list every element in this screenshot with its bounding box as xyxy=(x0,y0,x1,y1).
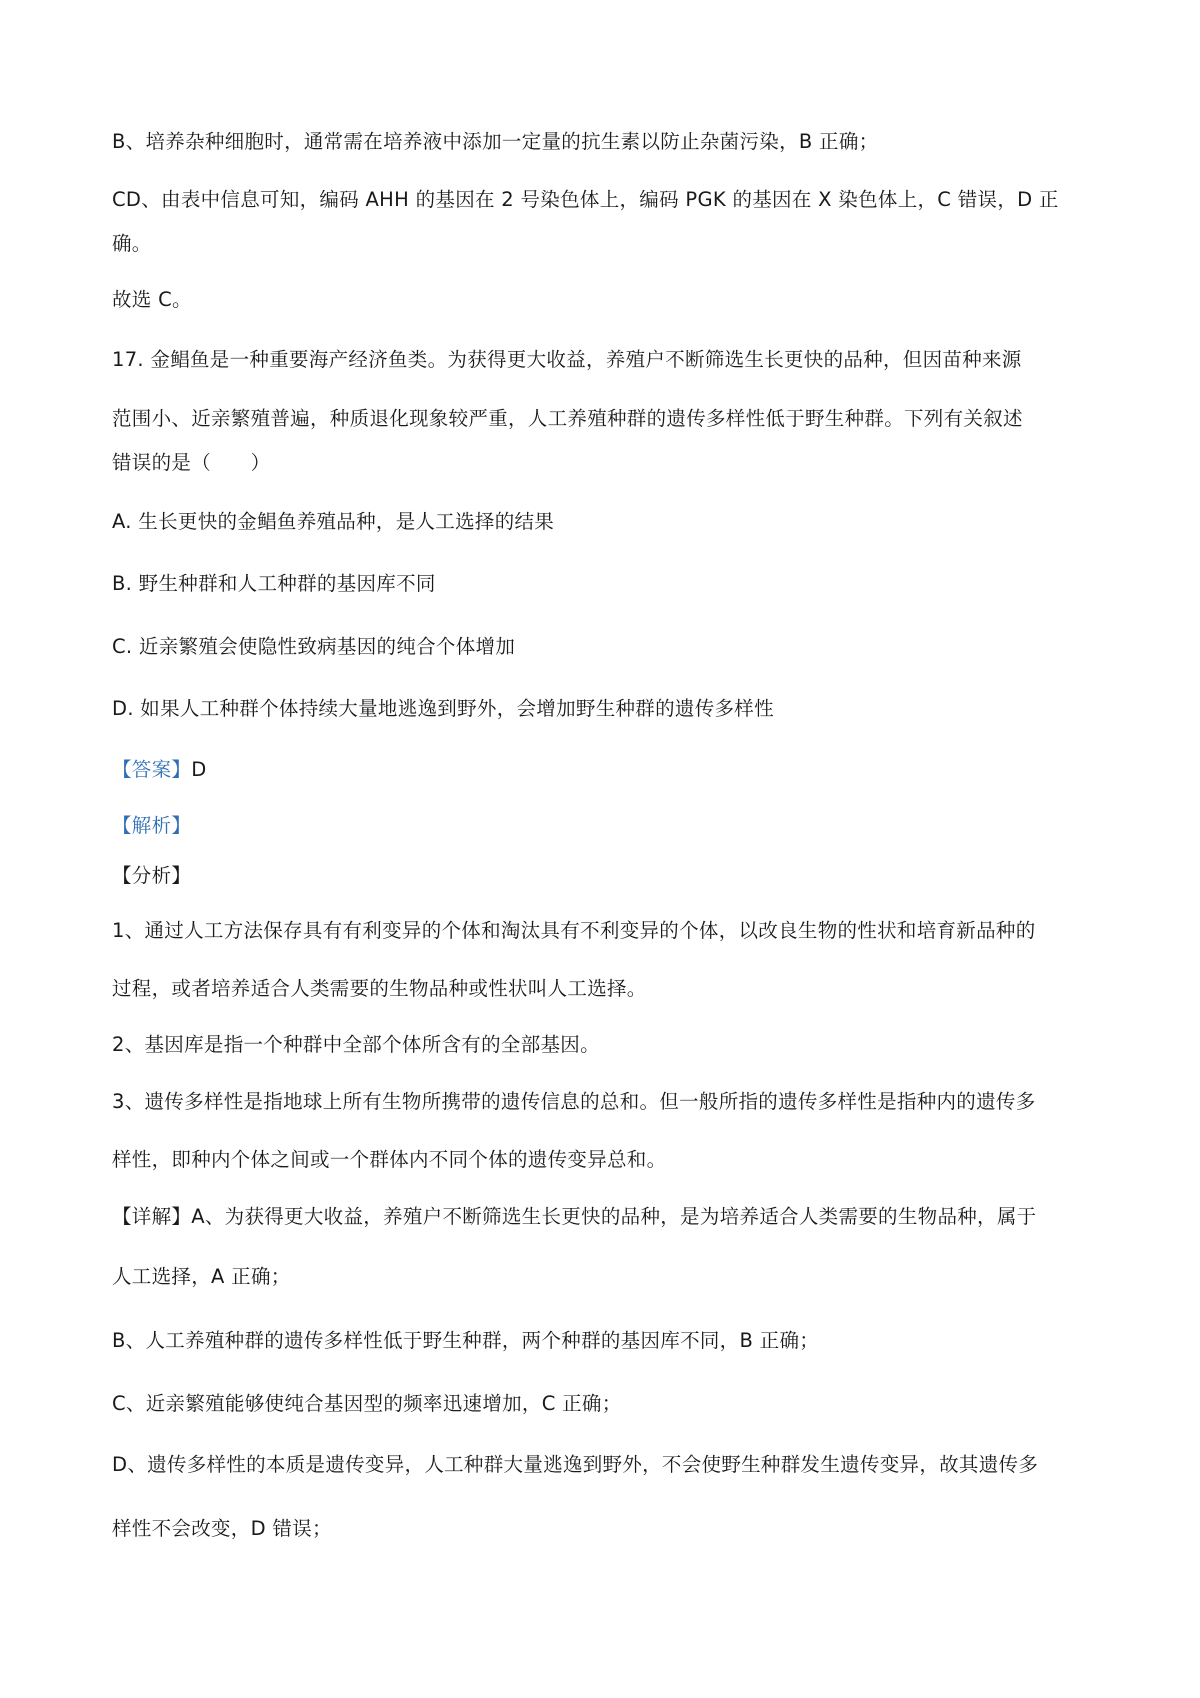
analysis-point1-line2: 过程，或者培养适合人类需要的生物品种或性状叫人工选择。 xyxy=(112,977,647,1000)
option-a: A. 生长更快的金鲳鱼养殖品种，是人工选择的结果 xyxy=(112,510,555,533)
option-d: D. 如果人工种群个体持续大量地逃逸到野外，会增加野生种群的遗传多样性 xyxy=(112,697,774,720)
option-b: B. 野生种群和人工种群的基因库不同 xyxy=(112,572,436,595)
question-stem-line1: 17. 金鲳鱼是一种重要海产经济鱼类。为获得更大收益，养殖户不断筛选生长更快的品种，但因苗种来源 xyxy=(112,348,1022,371)
option-c: C. 近亲繁殖会使隐性致病基因的纯合个体增加 xyxy=(112,635,516,658)
answer-line xyxy=(112,756,1102,784)
detail-d-line2: 样性不会改变，D 错误； xyxy=(112,1517,332,1540)
answer-value: D xyxy=(191,758,207,781)
prev-solution-b: B、培养杂种细胞时，通常需在培养液中添加一定量的抗生素以防止杂菌污染，B 正确； xyxy=(112,130,879,153)
detail-b: B、人工养殖种群的遗传多样性低于野生种群，两个种群的基因库不同，B 正确； xyxy=(112,1329,820,1352)
detail-d-line1: D、遗传多样性的本质是遗传变异，人工种群大量逃逸到野外，不会使野生种群发生遗传变异，故其遗传多 xyxy=(112,1453,1039,1476)
prev-solution-conclusion: 故选 C。 xyxy=(112,288,192,311)
analysis-label: 【解析】 xyxy=(112,814,192,837)
prev-solution-cd-line2: 确。 xyxy=(112,232,152,255)
analysis-point3-line1: 3、遗传多样性是指地球上所有生物所携带的遗传信息的总和。但一般所指的遗传多样性是指种内的遗传多 xyxy=(112,1090,1036,1113)
analysis-point1-line1: 1、通过人工方法保存具有有利变异的个体和淘汰具有不利变异的个体，以改良生物的性状和培育新品种的 xyxy=(112,919,1036,942)
analysis-sub-label: 【分析】 xyxy=(112,864,192,887)
question-stem-line3: 错误的是（ ） xyxy=(112,451,271,474)
prev-solution-cd-line1: CD、由表中信息可知，编码 AHH 的基因在 2 号染色体上，编码 PGK 的基因在 X 染色体上，C 错误，D 正 xyxy=(112,188,1059,211)
analysis-point2: 2、基因库是指一个种群中全部个体所含有的全部基因。 xyxy=(112,1033,600,1056)
detail-a-line2: 人工选择，A 正确； xyxy=(112,1265,291,1288)
detail-a-line1: 【详解】A、为获得更大收益，养殖户不断筛选生长更快的品种，是为培养适合人类需要的生物品种，属于 xyxy=(112,1205,1037,1228)
answer-label: 【答案】 xyxy=(112,758,192,781)
detail-c: C、近亲繁殖能够使纯合基因型的频率迅速增加，C 正确； xyxy=(112,1392,622,1415)
analysis-point3-line2: 样性，即种内个体之间或一个群体内不同个体的遗传变异总和。 xyxy=(112,1148,667,1171)
question-stem-line2: 范围小、近亲繁殖普遍，种质退化现象较严重，人工养殖种群的遗传多样性低于野生种群。下列有关叙述 xyxy=(112,407,1023,430)
